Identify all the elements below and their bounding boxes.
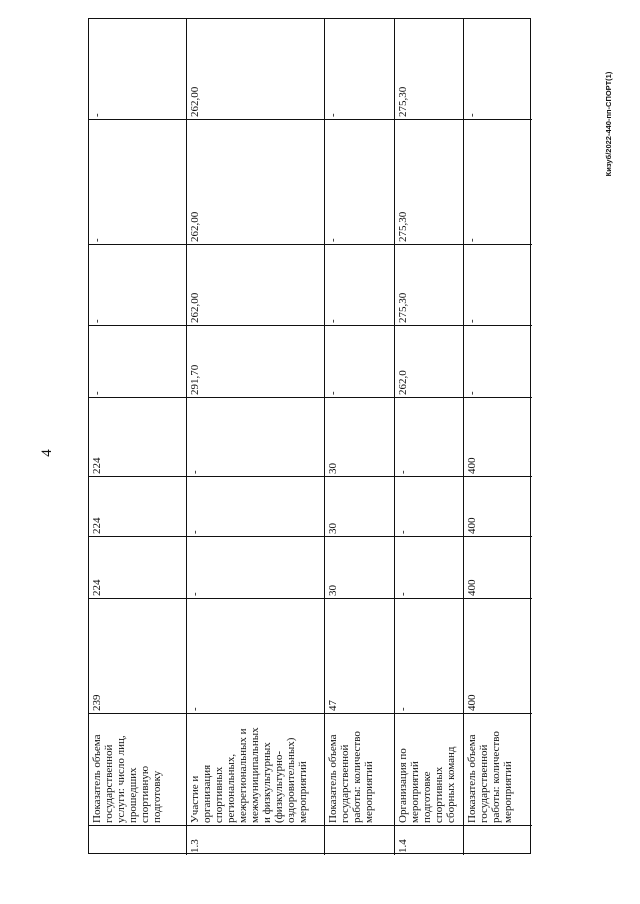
value-text: 30 [327, 585, 339, 596]
value-cell [186, 325, 324, 397]
row-label-line: государственной [103, 744, 115, 823]
data-table [88, 18, 531, 854]
value-cell [186, 536, 324, 598]
value-cell [324, 19, 394, 119]
row-label [466, 717, 514, 823]
value-text: - [397, 530, 409, 534]
value-text: 275,30 [397, 211, 409, 242]
row-label-cell [324, 713, 394, 825]
value-text: 239 [91, 694, 103, 711]
value-text: 262,00 [189, 292, 201, 323]
row-label [91, 717, 163, 823]
row-label-line: работы: количество [490, 731, 502, 823]
value-cell [394, 598, 463, 713]
value-text: 291,70 [189, 364, 201, 395]
value-text: 262,00 [189, 211, 201, 242]
value-cell [463, 536, 532, 598]
row-number-cell [463, 825, 532, 855]
value-text: - [466, 238, 478, 242]
row-label [397, 717, 457, 823]
value-cell [463, 397, 532, 476]
value-cell [324, 476, 394, 536]
value-cell [324, 244, 394, 325]
row-label-line: услуги: число лиц, [115, 735, 127, 823]
value-text: 262,00 [189, 86, 201, 117]
value-cell [394, 476, 463, 536]
value-cell [186, 244, 324, 325]
value-text: 400 [466, 694, 478, 711]
value-cell [463, 19, 532, 119]
row-label-line: спортивных [213, 766, 225, 823]
value-cell [324, 119, 394, 244]
value-text: - [327, 391, 339, 395]
value-cell [186, 397, 324, 476]
value-cell [463, 598, 532, 713]
value-text: - [466, 319, 478, 323]
document-code: Кизуб/2022-440-пп-СПОРТ(1) [604, 71, 613, 177]
value-cell [463, 476, 532, 536]
value-text: - [466, 391, 478, 395]
value-cell [324, 598, 394, 713]
value-cell [324, 536, 394, 598]
value-text: - [327, 238, 339, 242]
value-text: - [327, 113, 339, 117]
row-label-line: подготовке [421, 771, 433, 823]
value-text: 400 [466, 517, 478, 534]
value-text: 400 [466, 457, 478, 474]
row-label-cell [463, 713, 532, 825]
value-cell [186, 19, 324, 119]
value-text: - [189, 470, 201, 474]
value-text: - [189, 592, 201, 596]
value-cell [186, 476, 324, 536]
row-label-line: подготовку [151, 770, 163, 823]
value-cell [394, 397, 463, 476]
row-number: 1.3 [189, 839, 201, 853]
value-cell [186, 598, 324, 713]
value-text: 224 [91, 579, 103, 596]
value-text: 275,30 [397, 292, 409, 323]
row-label-line: спортивную [139, 765, 151, 823]
value-cell [89, 325, 186, 397]
value-text: 262,0 [397, 370, 409, 395]
row-label-line: мероприятий [297, 761, 309, 823]
value-text: - [466, 113, 478, 117]
row-number-cell [186, 825, 324, 855]
row-label [327, 717, 375, 823]
row-label-line: межмуниципальных [249, 727, 261, 823]
value-cell [463, 119, 532, 244]
value-cell [463, 325, 532, 397]
value-text: - [91, 113, 103, 117]
value-text: - [327, 319, 339, 323]
value-cell [394, 119, 463, 244]
row-label [189, 717, 309, 823]
value-cell [463, 244, 532, 325]
value-text: 224 [91, 457, 103, 474]
row-number-cell [394, 825, 463, 855]
row-label-cell [394, 713, 463, 825]
value-cell [394, 325, 463, 397]
value-text: - [189, 707, 201, 711]
value-cell [89, 244, 186, 325]
row-label-line: сборных команд [445, 746, 457, 823]
row-label-cell [186, 713, 324, 825]
row-label-line: оздоровительных) [285, 737, 297, 823]
value-text: 275,30 [397, 86, 409, 117]
row-label-line: Участие и [189, 775, 201, 823]
value-text: - [397, 470, 409, 474]
value-text: - [189, 530, 201, 534]
row-label-line: государственной [478, 744, 490, 823]
value-text: 30 [327, 523, 339, 534]
row-number-cell [89, 825, 186, 855]
value-text: - [397, 592, 409, 596]
row-number: 1.4 [397, 839, 409, 853]
value-cell [394, 19, 463, 119]
row-label-line: Показатель объема [91, 734, 103, 823]
row-label-line: мероприятий [502, 761, 514, 823]
row-label-line: региональных, [225, 753, 237, 823]
value-cell [89, 536, 186, 598]
value-text: 224 [91, 517, 103, 534]
value-text: - [91, 391, 103, 395]
value-cell [89, 476, 186, 536]
row-label-line: межрегиональных и [237, 728, 249, 823]
row-label-line: Показатель объема [466, 734, 478, 823]
value-text: 30 [327, 463, 339, 474]
value-cell [89, 19, 186, 119]
row-label-cell [89, 713, 186, 825]
row-label-line: Организация по [397, 748, 409, 823]
value-cell [324, 325, 394, 397]
row-label-line: государственной [339, 744, 351, 823]
row-label-line: мероприятий [363, 761, 375, 823]
row-label-line: спортивных [433, 766, 445, 823]
value-cell [186, 119, 324, 244]
row-label-line: работы: количество [351, 731, 363, 823]
page-number: 4 [38, 449, 55, 457]
value-text: - [91, 238, 103, 242]
value-text: - [91, 319, 103, 323]
value-cell [394, 536, 463, 598]
row-label-line: (физкультурно- [273, 750, 285, 823]
row-label-line: прошедших [127, 767, 139, 823]
row-label-line: и физкультурных [261, 742, 273, 823]
row-label-line: организация [201, 764, 213, 823]
value-cell [324, 397, 394, 476]
value-cell [89, 397, 186, 476]
value-text: 47 [327, 700, 339, 711]
value-cell [89, 598, 186, 713]
value-text: 400 [466, 579, 478, 596]
value-text: - [397, 707, 409, 711]
row-label-line: Показатель объема [327, 734, 339, 823]
value-cell [89, 119, 186, 244]
row-label-line: мероприятий [409, 761, 421, 823]
value-cell [394, 244, 463, 325]
row-number-cell [324, 825, 394, 855]
